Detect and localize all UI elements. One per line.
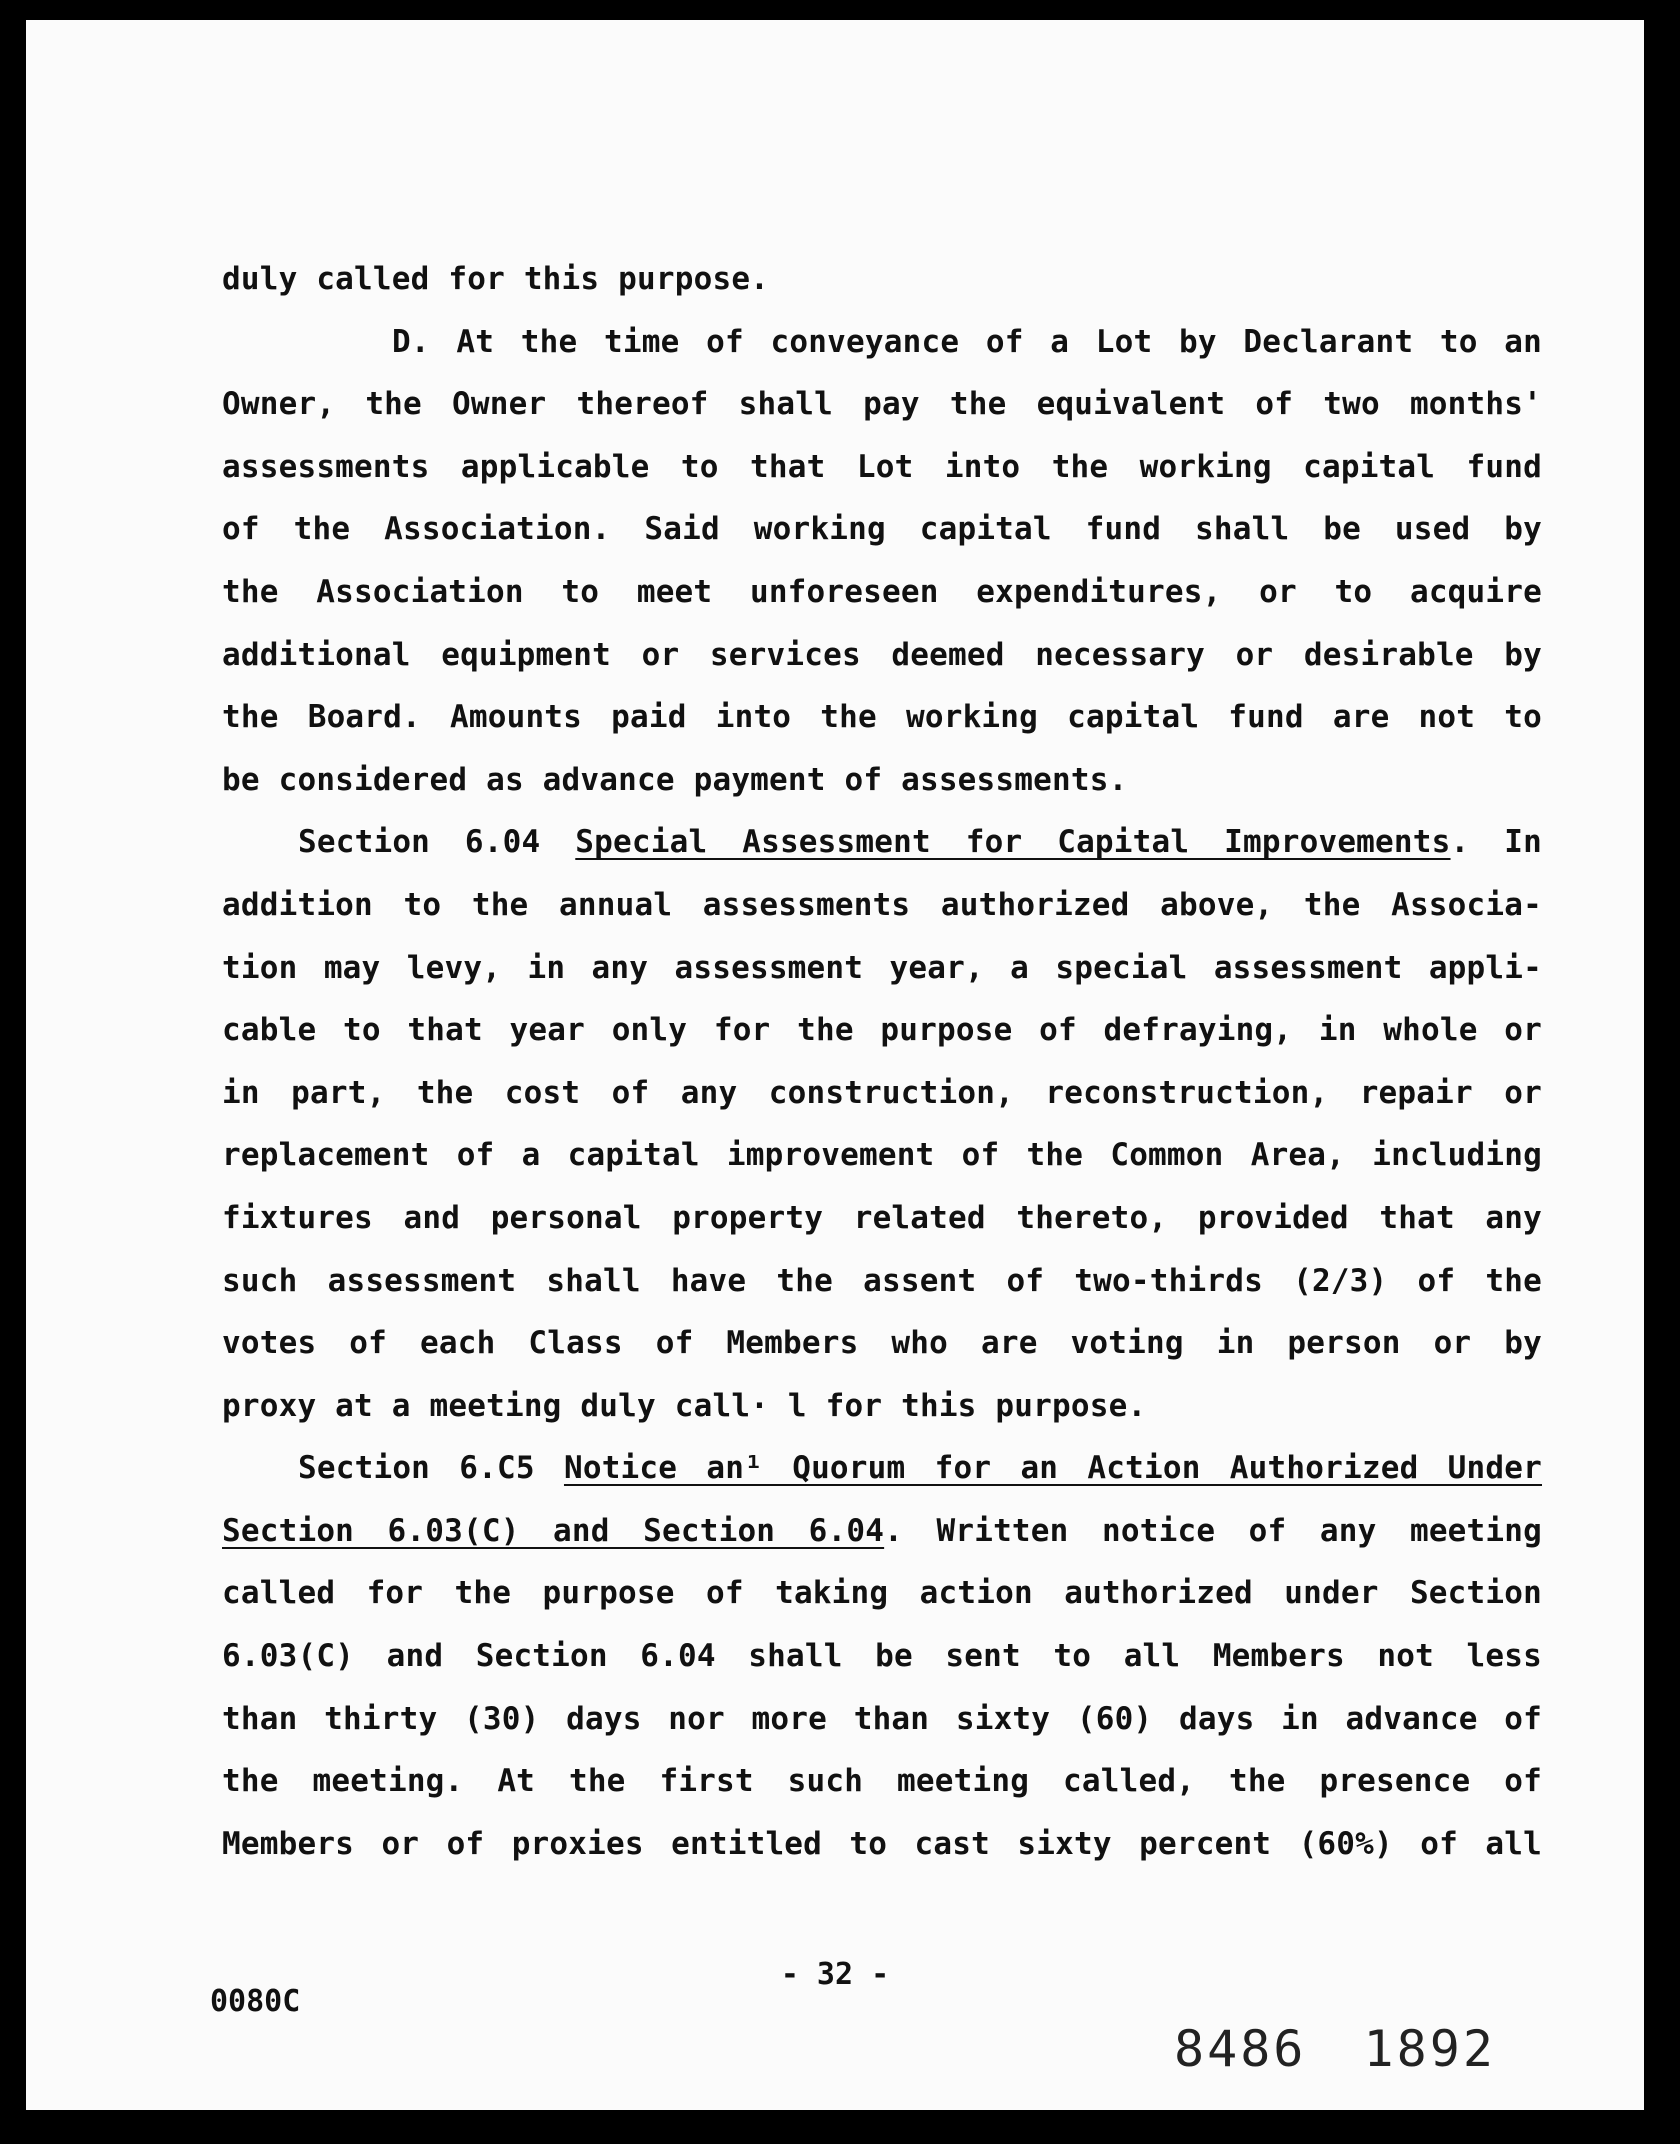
section-6-04-line: votes of each Class of Members who are voting in person or by [222,1325,1542,1362]
section-6-04-line: replacement of a capital improvement of the Common Area, including [222,1137,1542,1174]
section-6-05-line: called for the purpose of taking action authorized under Section [222,1575,1542,1612]
section-6-04-line: in part, the cost of any construction, reconstruction, repair or [222,1074,1542,1111]
section-6-05-after-title: . Written notice of any meeting [884,1512,1542,1549]
section-6-04-title: Special Assessment for Capital Improvements [575,824,1451,861]
section-6-05-title-part-1: Notice an¹ Quorum for an Action Authorized Under [563,1450,1542,1487]
section-6-05-line: the meeting. At the first such meeting called, the presence of [222,1763,1542,1800]
section-6-04-lead: Section 6.04 [298,824,576,861]
section-6-05-lead: Section 6.C5 [298,1450,564,1487]
paragraph-d-line: the Association to meet unforeseen expenditures, or to acquire [222,573,1542,610]
section-6-05-line: Members or of proxies entitled to cast sixty percent (60%) of all [222,1825,1542,1862]
section-6-04-line: addition to the annual assessments authorized above, the Associa- [222,886,1542,923]
section-6-04-after-title: . In [1450,824,1542,861]
continuation-line: duly called for this purpose. [222,261,770,297]
paragraph-d-line: of the Association. Said working capital fund shall be used by [222,511,1542,548]
section-6-05-line: 6.03(C) and Section 6.04 shall be sent to all Members not less [222,1638,1542,1675]
section-6-05-line: than thirty (30) days nor more than sixty (60) days in advance of [222,1700,1542,1737]
section-6-04-line: cable to that year only for the purpose of defraying, in whole or [222,1012,1542,1049]
section-6-04-line: proxy at a meeting duly call· l for this purpose. [222,1387,1147,1424]
page-number: - 32 - [780,1957,890,1992]
section-6-05-heading-line [222,1437,1542,1500]
document-page [26,20,1644,2110]
bates-stamp: 8486 1892 [1174,2020,1496,2078]
paragraph-d-line: additional equipment or services deemed necessary or desirable by [222,636,1542,673]
document-code: 0080C [210,1984,301,2019]
section-6-04-line: fixtures and personal property related thereto, provided that any [222,1199,1542,1236]
paragraph-d-line: Owner, the Owner thereof shall pay the equivalent of two months' [222,386,1542,423]
section-6-04-line: such assessment shall have the assent of two-thirds (2/3) of the [222,1262,1542,1299]
paragraph-d-line: assessments applicable to that Lot into the working capital fund [222,448,1542,485]
body-text [222,248,1542,1875]
paragraph-d-line: D. At the time of conveyance of a Lot by Declarant to an [392,323,1542,360]
paragraph-d-line: be considered as advance payment of assessments. [222,761,1128,798]
section-6-04-heading-line [222,811,1542,874]
section-6-05-heading-line-2 [222,1500,1542,1563]
section-6-04-line: tion may levy, in any assessment year, a special assessment appli- [222,949,1542,986]
section-6-05-title-part-2: Section 6.03(C) and Section 6.04 [222,1512,885,1549]
paragraph-d-line: the Board. Amounts paid into the working capital fund are not to [222,699,1542,736]
